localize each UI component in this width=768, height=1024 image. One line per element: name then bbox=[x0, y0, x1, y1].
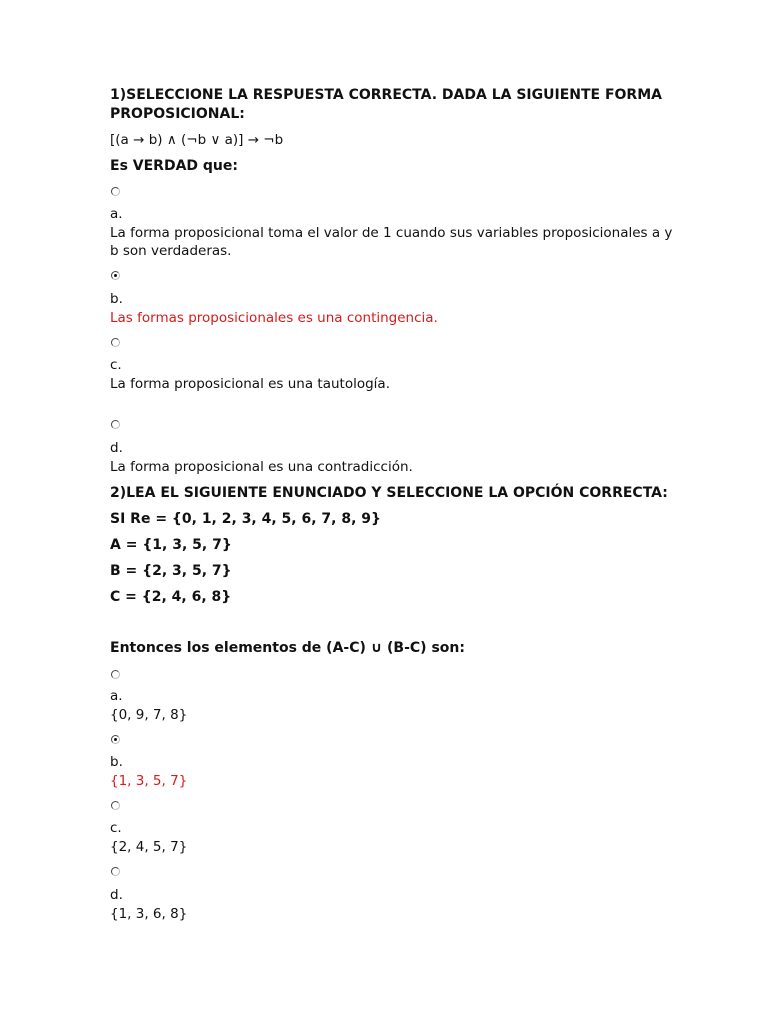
q2-option-d-letter: d. bbox=[110, 887, 123, 903]
q1-prompt: Es VERDAD que: bbox=[110, 158, 238, 174]
q1-option-d-text: La forma proposicional es una contradicción. bbox=[110, 459, 413, 475]
q2-prompt: Entonces los elementos de (A-C) ∪ (B-C) son: bbox=[110, 640, 465, 656]
q2-option-c-radio[interactable] bbox=[111, 801, 120, 810]
q1-option-d-letter: d. bbox=[110, 440, 123, 456]
q2-set-c: C = {2, 4, 6, 8} bbox=[110, 589, 232, 605]
q1-title-line2: PROPOSICIONAL: bbox=[110, 106, 245, 122]
q2-option-a-radio[interactable] bbox=[111, 670, 120, 679]
q2-option-b-radio[interactable] bbox=[111, 735, 120, 744]
q2-option-c-text: {2, 4, 5, 7} bbox=[110, 839, 188, 855]
q2-set-universe: SI Re = {0, 1, 2, 3, 4, 5, 6, 7, 8, 9} bbox=[110, 511, 381, 527]
q2-option-d-text: {1, 3, 6, 8} bbox=[110, 906, 188, 922]
q1-option-b-letter: b. bbox=[110, 291, 123, 307]
q1-option-c-text: La forma proposicional es una tautología. bbox=[110, 376, 390, 392]
q2-option-c-letter: c. bbox=[110, 820, 122, 836]
q2-option-d-radio[interactable] bbox=[111, 867, 120, 876]
q1-option-a-letter: a. bbox=[110, 206, 123, 222]
q2-set-b: B = {2, 3, 5, 7} bbox=[110, 563, 232, 579]
q1-title-line1: 1)SELECCIONE LA RESPUESTA CORRECTA. DADA LA SIGUIENTE FORMA bbox=[110, 87, 662, 103]
q1-option-b-text: Las formas proposicionales es una contingencia. bbox=[110, 310, 438, 326]
q2-option-a-text: {0, 9, 7, 8} bbox=[110, 707, 188, 723]
q1-option-c-radio[interactable] bbox=[111, 338, 120, 347]
q1-option-a-text-line2: b son verdaderas. bbox=[110, 243, 232, 259]
q2-option-b-text: {1, 3, 5, 7} bbox=[110, 773, 188, 789]
q1-formula: [(a → b) ∧ (¬b ∨ a)] → ¬b bbox=[110, 132, 284, 148]
q1-option-a-radio[interactable] bbox=[111, 187, 120, 196]
q1-option-c-letter: c. bbox=[110, 357, 122, 373]
q1-option-b-radio[interactable] bbox=[111, 271, 120, 280]
q2-option-a-letter: a. bbox=[110, 688, 123, 704]
q1-option-d-radio[interactable] bbox=[111, 420, 120, 429]
q2-option-b-letter: b. bbox=[110, 754, 123, 770]
q1-option-a-text-line1: La forma proposicional toma el valor de 1 cuando sus variables proposicionales a y bbox=[110, 225, 673, 241]
q2-set-a: A = {1, 3, 5, 7} bbox=[110, 537, 232, 553]
q2-title: 2)LEA EL SIGUIENTE ENUNCIADO Y SELECCIONE LA OPCIÓN CORRECTA: bbox=[110, 485, 668, 501]
